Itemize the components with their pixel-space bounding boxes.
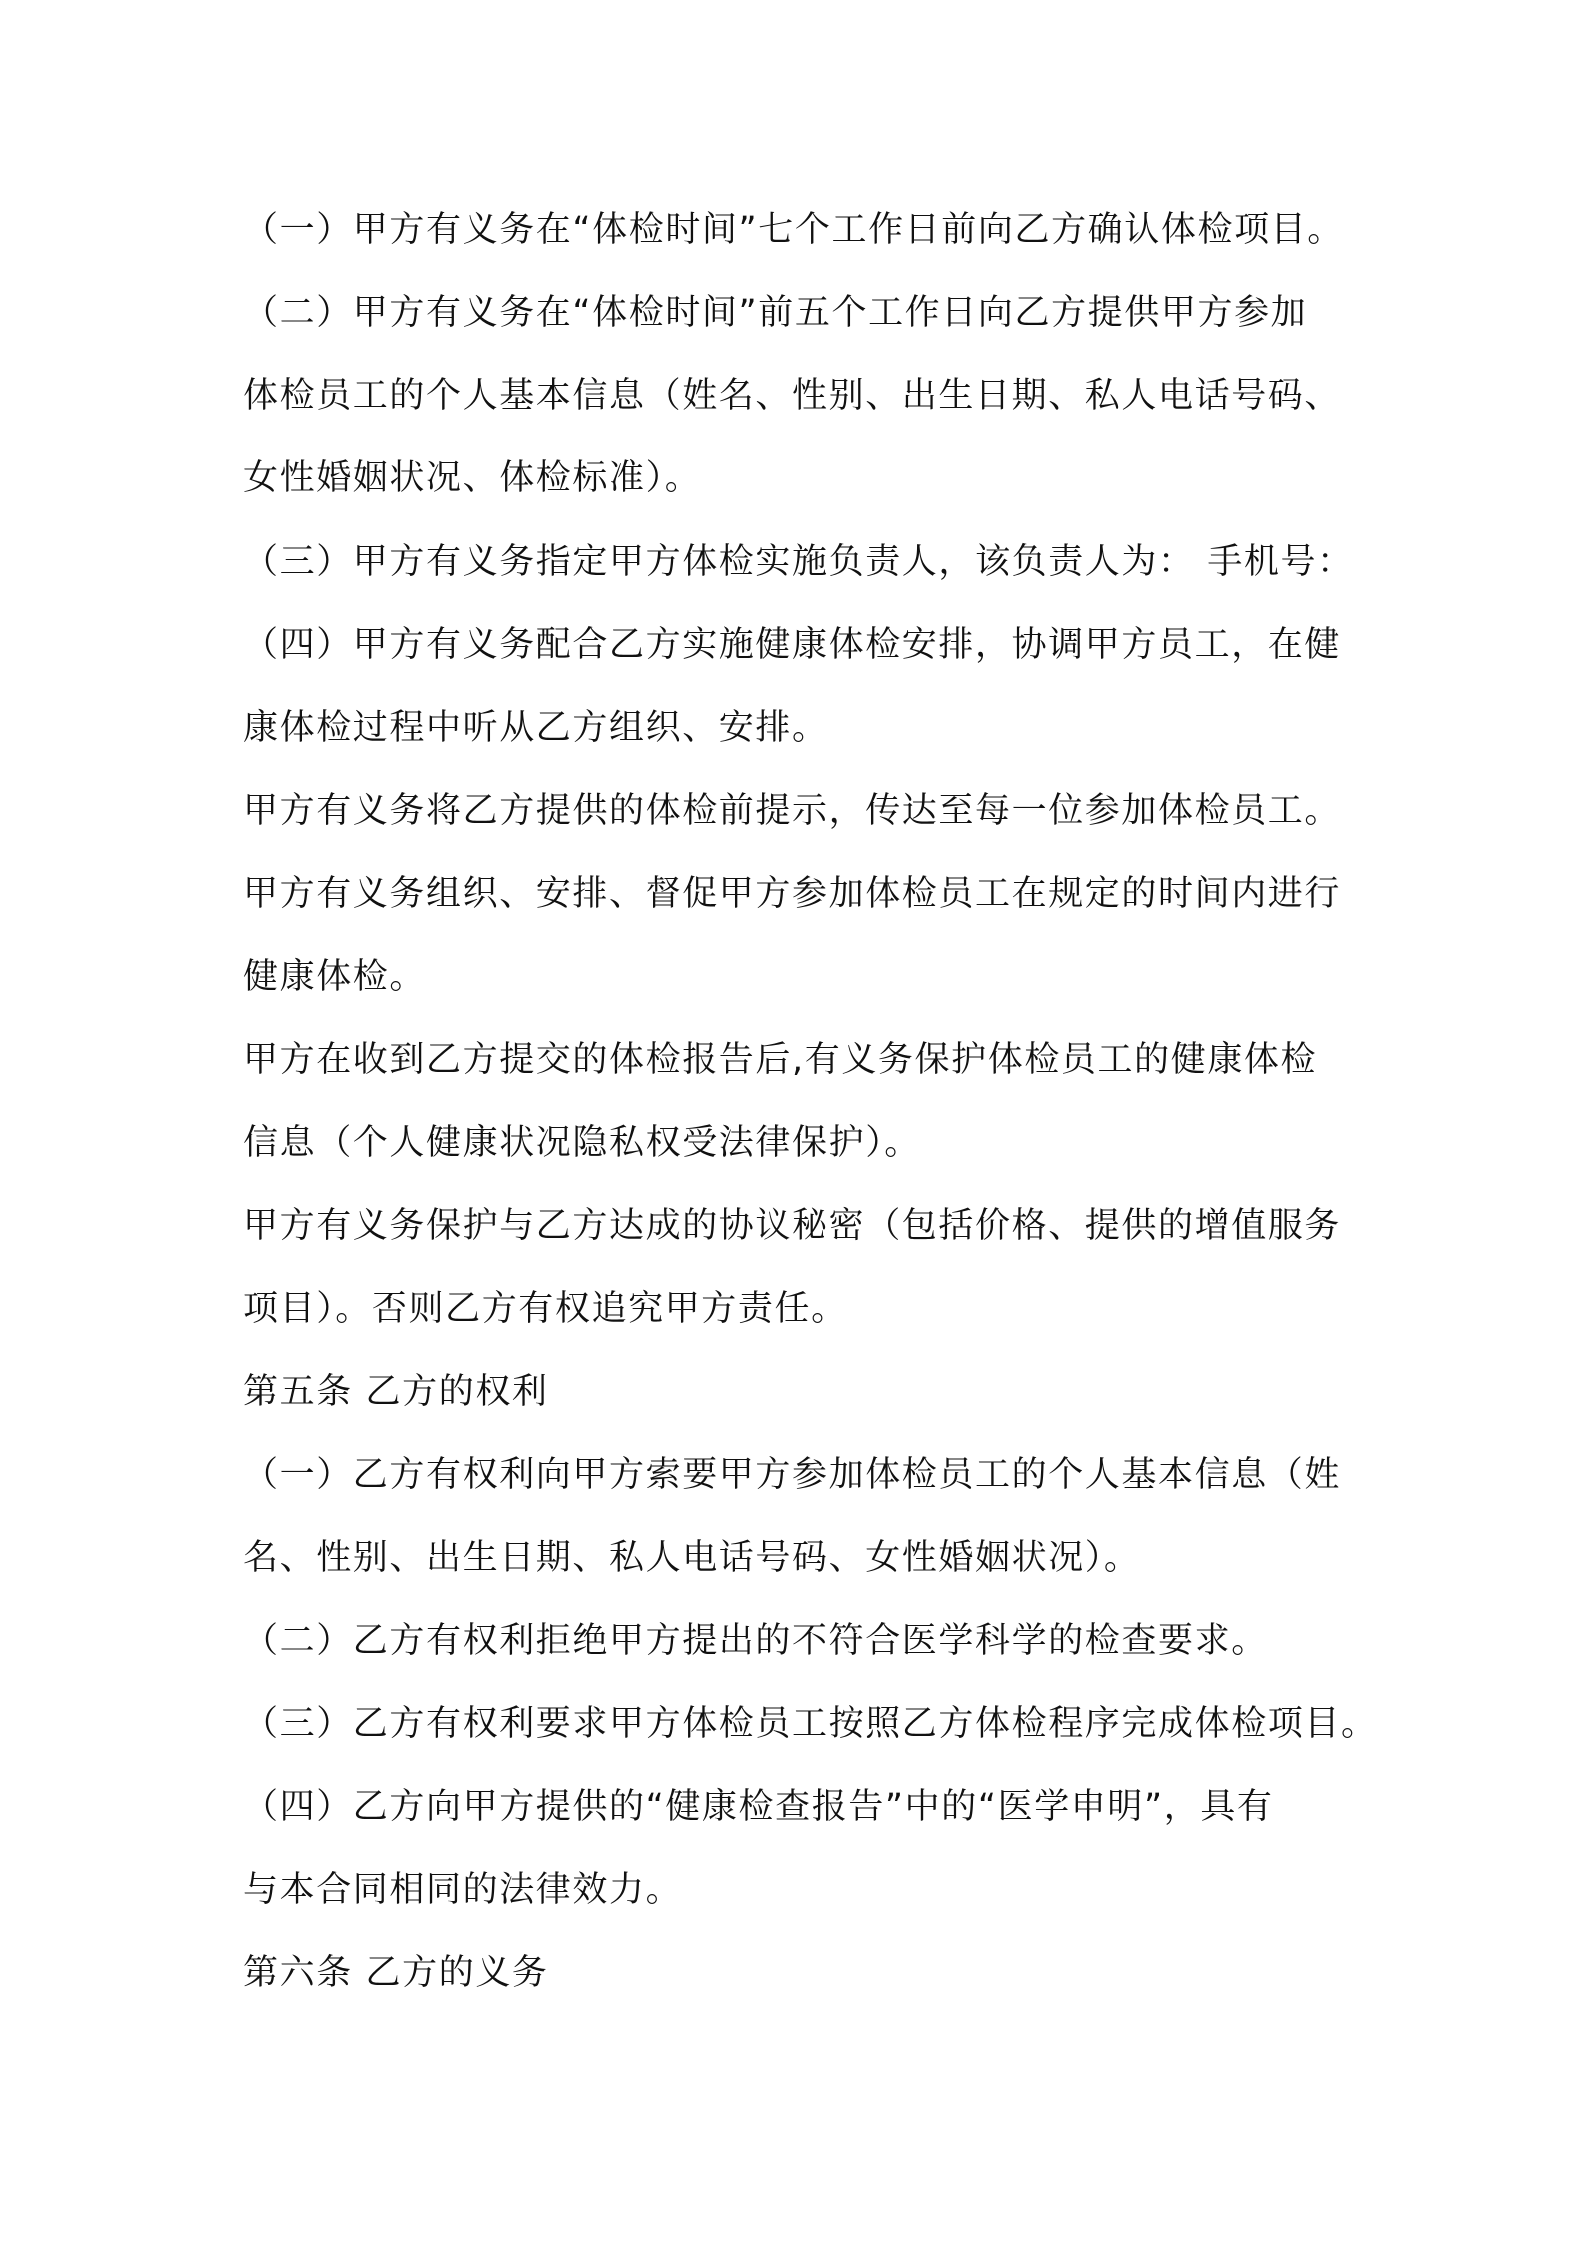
text-line-5: （三）甲方有义务指定甲方体检实施负责人，该负责人为： 手机号： [243,542,1354,582]
text-line-11: 甲方在收到乙方提交的体检报告后,有义务保护体检员工的健康体检 [243,1040,1318,1080]
text-line-17: 名、性别、出生日期、私人电话号码、女性婚姻状况）。 [243,1538,1141,1578]
text-line-9: 甲方有义务组织、安排、督促甲方参加体检员工在规定的时间内进行 [243,874,1342,914]
text-line-13: 甲方有义务保护与乙方达成的协议秘密（包括价格、提供的增值服务 [243,1206,1342,1246]
section-heading-article-5: 第五条 乙方的权利 [243,1372,549,1412]
text-line-2: （二）甲方有义务在“体检时间”前五个工作日向乙方提供甲方参加 [243,293,1308,333]
text-line-4: 女性婚姻状况、体检标准）。 [243,458,702,498]
text-line-12: 信息（个人健康状况隐私权受法律保护）。 [243,1123,921,1163]
text-line-10: 健康体检。 [243,957,427,997]
text-line-8: 甲方有义务将乙方提供的体检前提示，传达至每一位参加体检员工。 [243,791,1342,831]
text-line-21: 与本合同相同的法律效力。 [243,1870,683,1910]
text-line-14: 项目）。否则乙方有权追究甲方责任。 [243,1289,848,1329]
section-heading-article-6: 第六条 乙方的义务 [243,1953,549,1993]
text-line-16: （一）乙方有权利向甲方索要甲方参加体检员工的个人基本信息（姓 [243,1455,1342,1495]
text-line-1: （一）甲方有义务在“体检时间”七个工作日前向乙方确认体检项目。 [243,210,1344,250]
text-line-3: 体检员工的个人基本信息（姓名、性别、出生日期、私人电话号码、 [243,376,1342,416]
text-line-7: 康体检过程中听从乙方组织、安排。 [243,708,829,748]
text-line-18: （二）乙方有权利拒绝甲方提出的不符合医学科学的检查要求。 [243,1621,1268,1661]
text-line-6: （四）甲方有义务配合乙方实施健康体检安排，协调甲方员工，在健 [243,625,1342,665]
text-line-20: （四）乙方向甲方提供的“健康检查报告”中的“医学申明”，具有 [243,1787,1274,1827]
text-line-19: （三）乙方有权利要求甲方体检员工按照乙方体检程序完成体检项目。 [243,1704,1378,1744]
